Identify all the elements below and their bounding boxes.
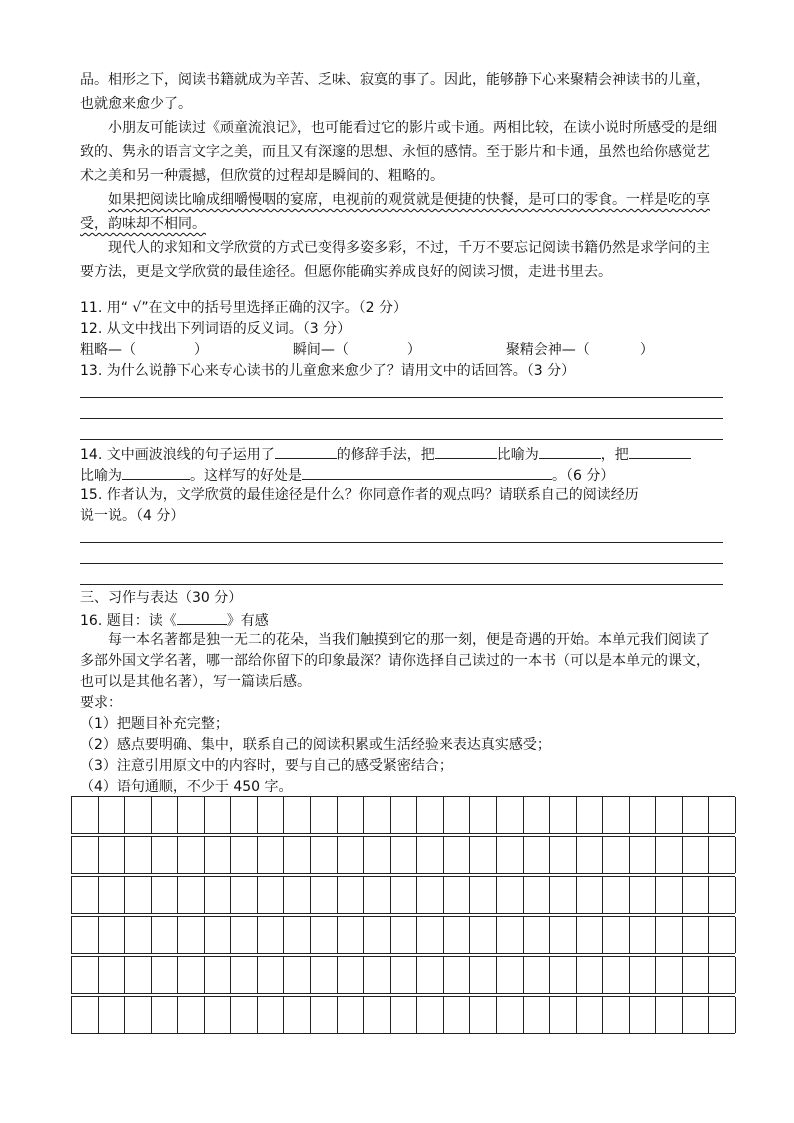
grid-cell[interactable] [630,957,657,993]
question-15-line-1: 15. 作者认为，文学欣赏的最佳途径是什么？你同意作者的观点吗？请联系自己的阅读经历 [80,487,639,503]
grid-cell[interactable] [338,797,365,833]
grid-cell[interactable] [550,997,577,1033]
grid-cell[interactable] [99,797,126,833]
grid-cell[interactable] [417,917,444,953]
grid-cell[interactable] [152,997,179,1033]
grid-cell[interactable] [284,837,311,873]
grid-cell[interactable] [152,957,179,993]
grid-cell[interactable] [444,837,471,873]
grid-cell[interactable] [497,957,524,993]
grid-cell[interactable] [683,877,710,913]
grid-cell[interactable] [603,837,630,873]
grid-cell[interactable] [231,957,258,993]
grid-cell[interactable] [470,957,497,993]
grid-row-cells [71,916,735,954]
grid-row [71,836,735,874]
grid-cell[interactable] [656,877,683,913]
grid-cell[interactable] [391,837,418,873]
grid-cell[interactable] [178,877,205,913]
grid-cell[interactable] [656,957,683,993]
grid-cell[interactable] [258,877,285,913]
grid-cell[interactable] [152,837,179,873]
grid-cell[interactable] [99,917,126,953]
requirement-1: （1）把题目补充完整； [80,716,229,732]
grid-cell[interactable] [205,837,232,873]
grid-cell[interactable] [417,797,444,833]
grid-cell[interactable] [630,837,657,873]
grid-cell[interactable] [709,957,736,993]
grid-cell[interactable] [417,877,444,913]
grid-cell[interactable] [231,917,258,953]
grid-cell[interactable] [205,877,232,913]
grid-cell[interactable] [550,837,577,873]
q12-item-3-open: 聚精会神—（ [505,342,590,358]
grid-cell[interactable] [683,917,710,953]
q12-item-2-open: 瞬间—（ [292,342,349,358]
grid-cell[interactable] [311,797,338,833]
grid-cell[interactable] [364,797,391,833]
grid-cell[interactable] [152,877,179,913]
grid-cell[interactable] [205,957,232,993]
grid-cell[interactable] [656,837,683,873]
q12-item-3-close: ） [639,342,654,358]
grid-cell[interactable] [311,957,338,993]
requirements-title: 要求： [80,695,122,711]
grid-cell[interactable] [577,877,604,913]
grid-cell[interactable] [311,837,338,873]
grid-cell[interactable] [258,837,285,873]
grid-cell[interactable] [391,957,418,993]
passage-paragraph-2 [80,188,723,236]
grid-cell[interactable] [470,797,497,833]
grid-cell[interactable] [178,997,205,1033]
grid-cell[interactable] [125,957,152,993]
grid-cell[interactable] [444,917,471,953]
grid-cell[interactable] [125,877,152,913]
grid-cell[interactable] [125,917,152,953]
question-11: 11. 用“ √”在文中的括号里选择正确的汉字。（2 分） [80,300,407,316]
grid-cell[interactable] [470,997,497,1033]
grid-cell[interactable] [99,997,126,1033]
grid-cell[interactable] [444,877,471,913]
grid-cell[interactable] [417,837,444,873]
grid-cell[interactable] [577,997,604,1033]
grid-cell[interactable] [125,997,152,1033]
grid-cell[interactable] [524,797,551,833]
grid-cell[interactable] [178,797,205,833]
grid-row-cells [71,956,735,994]
grid-cell[interactable] [364,957,391,993]
q14-blank-subject-2[interactable] [629,443,691,459]
grid-cell[interactable] [258,917,285,953]
grid-cell[interactable] [497,877,524,913]
answer-line-q13-3[interactable] [80,439,723,440]
question-13: 13. 为什么说静下心来专心读书的儿童愈来愈少了？请用文中的话回答。（3 分） [80,363,576,379]
grid-cell[interactable] [99,837,126,873]
grid-cell[interactable] [99,877,126,913]
grid-cell[interactable] [99,957,126,993]
grid-cell[interactable] [603,877,630,913]
grid-cell[interactable] [709,877,736,913]
grid-cell[interactable] [470,917,497,953]
grid-cell[interactable] [603,917,630,953]
question-12-items [80,340,654,361]
grid-cell[interactable] [72,997,99,1033]
grid-cell[interactable] [338,877,365,913]
grid-row [71,876,735,914]
grid-cell[interactable] [683,997,710,1033]
grid-cell[interactable] [391,877,418,913]
grid-cell[interactable] [284,957,311,993]
grid-cell[interactable] [709,837,736,873]
grid-cell[interactable] [72,797,99,833]
answer-line-q13-1[interactable] [80,397,723,398]
grid-cell[interactable] [284,917,311,953]
grid-cell[interactable] [709,797,736,833]
grid-cell[interactable] [125,837,152,873]
grid-cell[interactable] [709,917,736,953]
grid-cell[interactable] [284,877,311,913]
grid-cell[interactable] [550,877,577,913]
q12-item-2-close: ） [406,342,421,358]
grid-cell[interactable] [524,997,551,1033]
grid-cell[interactable] [391,917,418,953]
grid-cell[interactable] [497,917,524,953]
q12-item-1-close: ） [194,342,208,358]
q12-item-1-open: 粗略—（ [80,342,136,358]
grid-cell[interactable] [338,837,365,873]
question-16-intro: 每一本名著都是独一无二的花朵，当我们触摸到它的那一刻，便是奇遇的开始。本单元我们阅读了多部外国文学名著，哪一部给你留下的印象最深？请你选择自己读过的一本书（可以是本单元的课文，也可以是其他名著），写一篇读后感。 [80,632,710,690]
grid-cell[interactable] [524,837,551,873]
grid-cell[interactable] [258,957,285,993]
grid-cell[interactable] [524,877,551,913]
grid-cell[interactable] [338,997,365,1033]
grid-cell[interactable] [205,997,232,1033]
grid-cell[interactable] [497,797,524,833]
grid-cell[interactable] [524,917,551,953]
grid-cell[interactable] [258,797,285,833]
requirement-2: （2）感点要明确、集中，联系自己的阅读积累或生活经验来表达真实感受； [80,737,551,753]
grid-cell[interactable] [630,797,657,833]
q16-title-blank[interactable] [177,609,227,625]
grid-cell[interactable] [72,837,99,873]
grid-cell[interactable] [577,837,604,873]
grid-cell[interactable] [178,957,205,993]
passage [80,68,723,284]
grid-cell[interactable] [630,997,657,1033]
grid-cell[interactable] [284,997,311,1033]
grid-cell[interactable] [550,797,577,833]
grid-cell[interactable] [72,917,99,953]
grid-row [71,956,735,994]
requirement-3: （3）注意引用原文中的内容时，要与自己的感受紧密结合； [80,758,453,774]
writing-grid[interactable] [71,796,735,1036]
grid-cell[interactable] [683,797,710,833]
grid-row [71,796,735,834]
grid-cell[interactable] [603,997,630,1033]
question-15-line-2: 说一说。（4 分） [80,508,185,524]
grid-cell[interactable] [630,877,657,913]
requirement-4: （4）语句通顺，不少于 450 字。 [80,779,293,795]
grid-cell[interactable] [152,917,179,953]
grid-row [71,916,735,954]
grid-cell[interactable] [417,957,444,993]
question-14-line-2: 比喻为 。这样写的好处是 。（6 分） [80,464,614,487]
grid-cell[interactable] [470,877,497,913]
grid-cell[interactable] [630,917,657,953]
grid-cell[interactable] [72,957,99,993]
grid-cell[interactable] [683,837,710,873]
grid-cell[interactable] [178,837,205,873]
grid-cell[interactable] [338,957,365,993]
grid-cell[interactable] [683,957,710,993]
grid-cell[interactable] [444,797,471,833]
grid-cell[interactable] [231,797,258,833]
grid-cell[interactable] [178,917,205,953]
grid-cell[interactable] [311,997,338,1033]
grid-cell[interactable] [497,837,524,873]
grid-cell[interactable] [231,877,258,913]
grid-cell[interactable] [231,997,258,1033]
grid-row-cells [71,796,735,834]
grid-cell[interactable] [364,877,391,913]
grid-cell[interactable] [231,837,258,873]
grid-cell[interactable] [577,917,604,953]
grid-cell[interactable] [152,797,179,833]
grid-cell[interactable] [205,797,232,833]
answer-line-q15-3[interactable] [80,584,723,585]
grid-cell[interactable] [577,957,604,993]
grid-cell[interactable] [364,837,391,873]
grid-cell[interactable] [550,917,577,953]
q14-blank-object-2[interactable] [122,464,190,480]
question-12: 12. 从文中找出下列词语的反义词。（3 分） [80,321,352,337]
grid-cell[interactable] [656,917,683,953]
q14-blank-subject-1[interactable] [435,443,497,459]
grid-cell[interactable] [444,997,471,1033]
passage-paragraph-1: 小朋友可能读过《顽童流浪记》，也可能看过它的影片或卡通。两相比较，在读小说时所感受的是细致的、隽永的语言文字之美，而且又有深邃的思想、永恒的感情。至于影片和卡通，虽然也给你感觉艺术之美和另一种震撼，但欣赏的过程却是瞬间的、粗略的。 [80,120,717,184]
passage-paragraph-0: 品。相形之下，阅读书籍就成为辛苦、乏味、寂寞的事了。因此，能够静下心来聚精会神读书的儿童，也就愈来愈少了。 [80,72,710,112]
grid-cell[interactable] [709,997,736,1033]
q14-blank-benefit[interactable] [302,464,552,480]
grid-cell[interactable] [444,957,471,993]
question-16-title: 16. 题目：读《 》有感 [80,609,269,632]
grid-row [71,996,735,1034]
grid-cell[interactable] [311,917,338,953]
grid-cell[interactable] [258,997,285,1033]
grid-cell[interactable] [311,877,338,913]
grid-row-cells [71,876,735,914]
q14-blank-rhetoric[interactable] [275,443,337,459]
grid-cell[interactable] [72,877,99,913]
grid-cell[interactable] [470,837,497,873]
question-14-line-1: 14. 文中画波浪线的句子运用了 的修辞手法，把 比喻为 ，把 [80,443,691,466]
grid-cell[interactable] [524,957,551,993]
grid-cell[interactable] [656,797,683,833]
grid-cell[interactable] [550,957,577,993]
grid-cell[interactable] [284,797,311,833]
grid-cell[interactable] [603,957,630,993]
answer-line-q13-2[interactable] [80,418,723,419]
grid-cell[interactable] [125,797,152,833]
grid-cell[interactable] [603,797,630,833]
grid-cell[interactable] [391,797,418,833]
grid-cell[interactable] [656,997,683,1033]
answer-line-q15-1[interactable] [80,542,723,543]
grid-cell[interactable] [364,997,391,1033]
grid-row-cells [71,836,735,874]
grid-cell[interactable] [364,917,391,953]
grid-row-cells [71,996,735,1034]
grid-cell[interactable] [338,917,365,953]
grid-cell[interactable] [417,997,444,1033]
passage-paragraph-3: 现代人的求知和文学欣赏的方式已变得多姿多彩，不过，千万不要忘记阅读书籍仍然是求学问的主要方法，更是文学欣赏的最佳途径。但愿你能确实养成良好的阅读习惯，走进书里去。 [80,240,710,280]
wavy-underlined-sentence: 如果把阅读比喻成细嚼慢咽的宴席，电视前的观赏就是便捷的快餐，是可口的零食。一样是吃的享受，韵味却不相同。 [80,192,710,232]
grid-cell[interactable] [497,997,524,1033]
answer-line-q15-2[interactable] [80,563,723,564]
q14-blank-object-1[interactable] [539,443,601,459]
section-3-heading: 三、习作与表达（30 分） [80,590,243,606]
grid-cell[interactable] [205,917,232,953]
grid-cell[interactable] [577,797,604,833]
grid-cell[interactable] [391,997,418,1033]
